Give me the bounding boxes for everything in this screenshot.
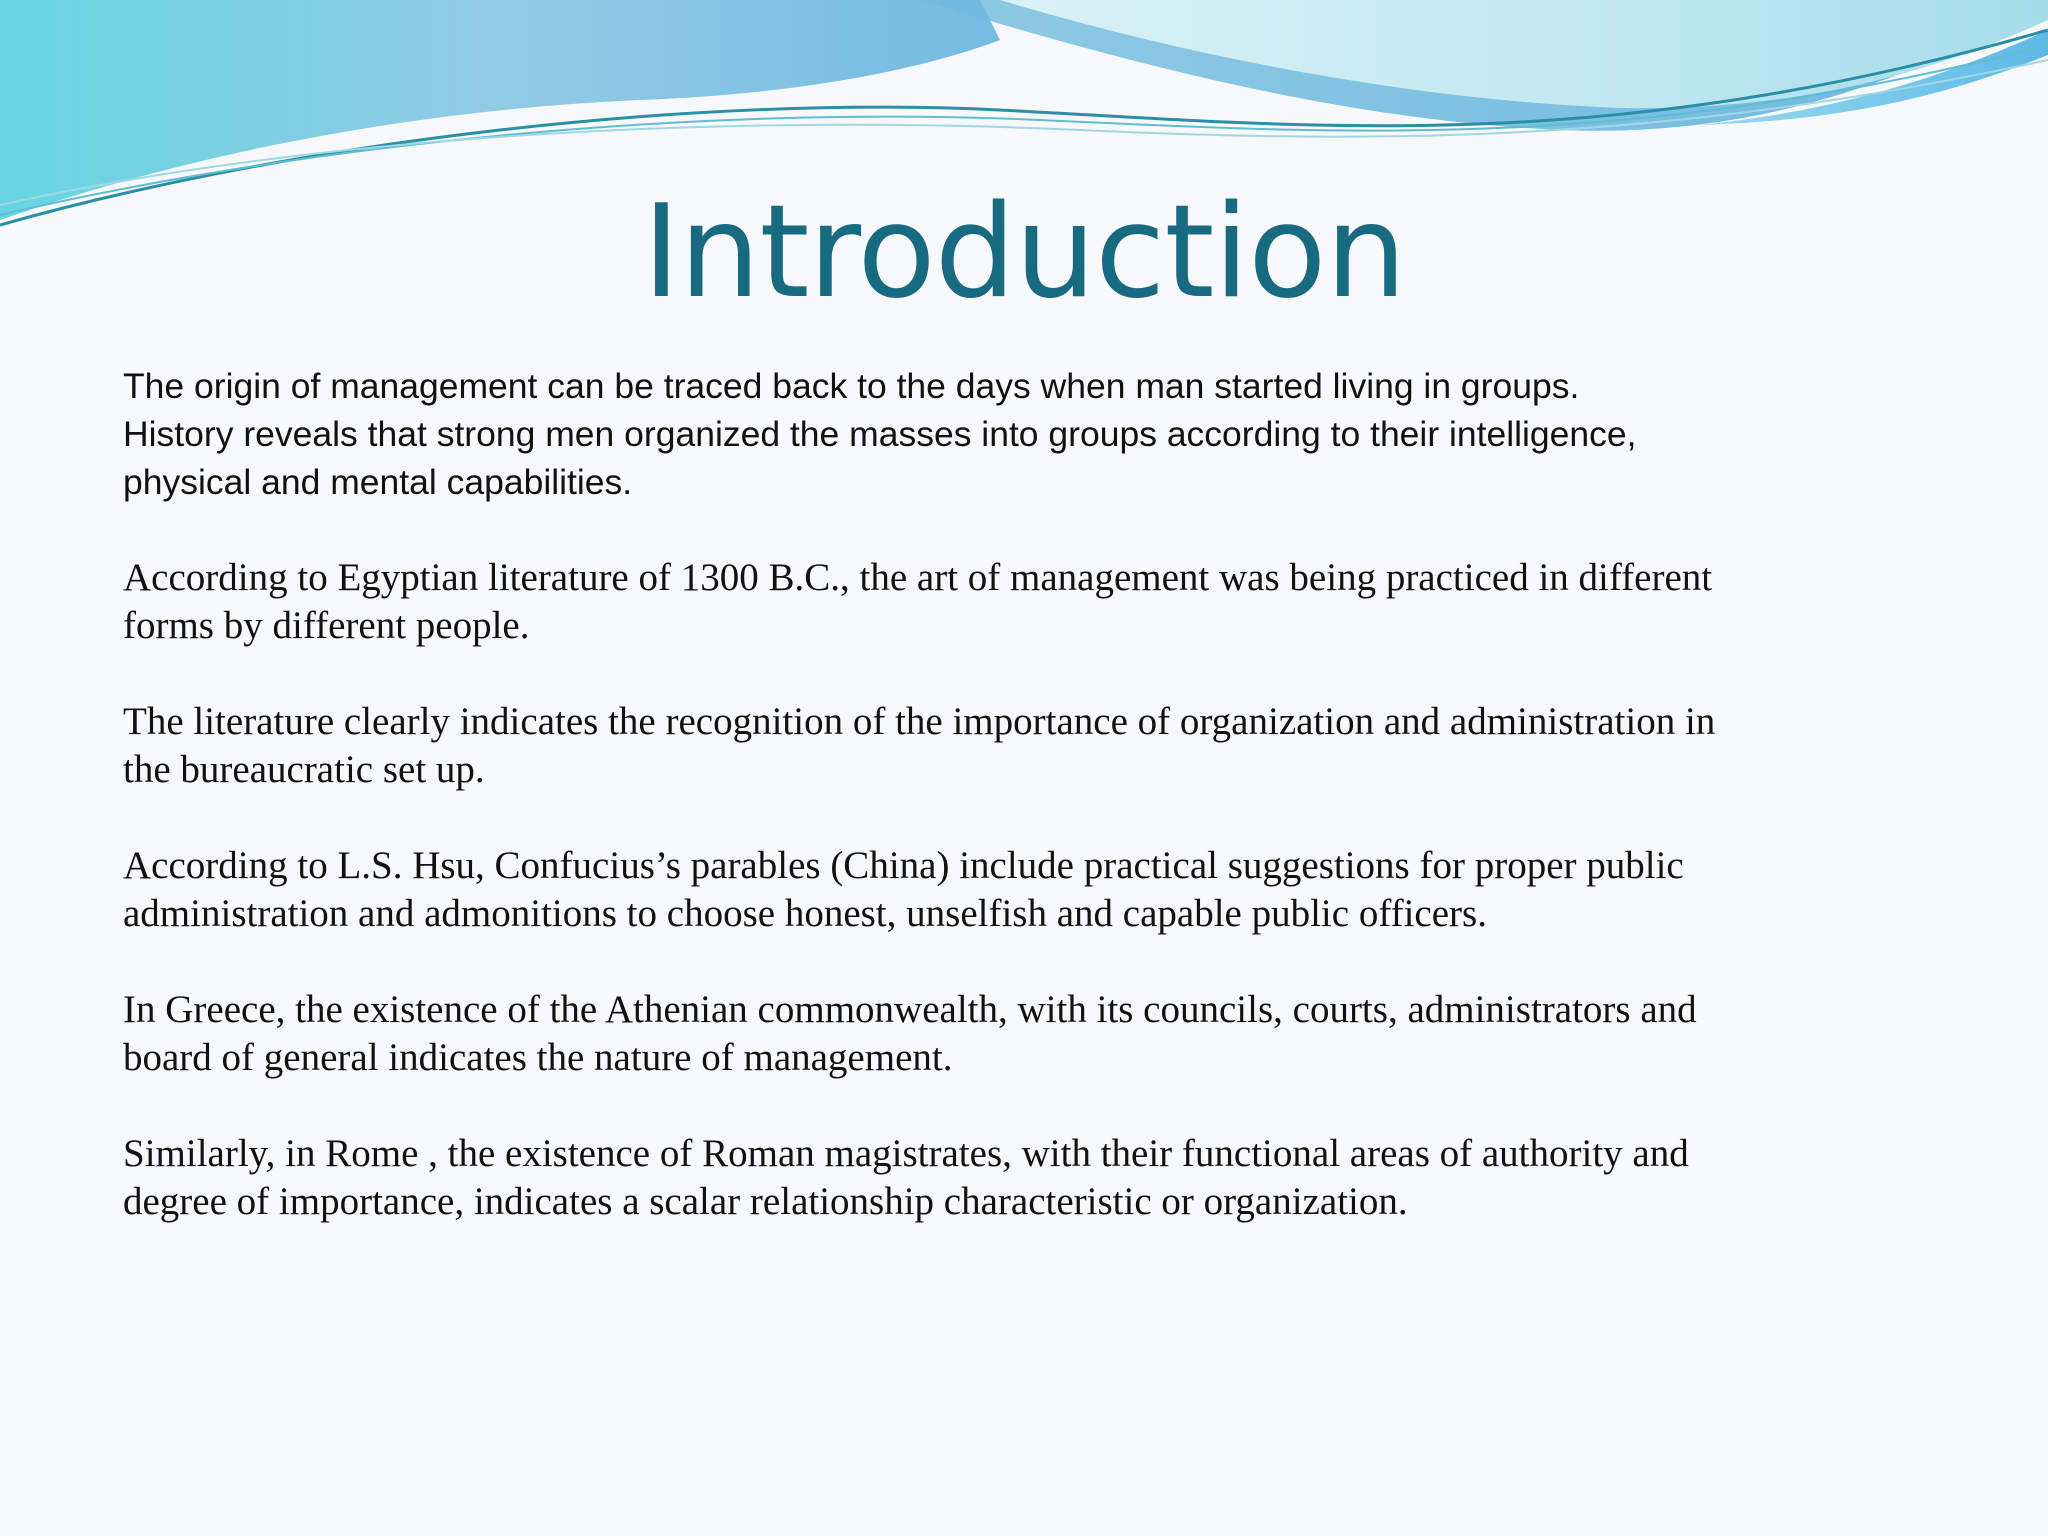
slide-body (123, 362, 1743, 1226)
intro-line-2: History reveals that strong men organized the masses into groups according to their intelligence, physical and mental capabilities. (123, 414, 1637, 502)
slide-title: Introduction (642, 178, 1406, 327)
paragraph-literature: The literature clearly indicates the recognition of the importance of organization and administration in the bureaucratic set up. (123, 700, 1716, 791)
paragraph-egypt: According to Egyptian literature of 1300 B.C., the art of management was being practiced in different forms by different people. (123, 556, 1713, 647)
paragraph-rome: Similarly, in Rome , the existence of Roman magistrates, with their functional areas of authority and degree of importance, indicates a scalar relationship characteristic or organization. (123, 1132, 1689, 1223)
intro-line-1: The origin of management can be traced back to the days when man started living in groups. (123, 366, 1580, 406)
paragraph-greece: In Greece, the existence of the Athenian commonwealth, with its councils, courts, administrators and board of general indicates the nature of management. (123, 988, 1697, 1079)
paragraph-china: According to L.S. Hsu, Confucius’s parables (China) include practical suggestions for proper public administration and admonitions to choose honest, unselfish and capable public officers. (123, 844, 1684, 935)
